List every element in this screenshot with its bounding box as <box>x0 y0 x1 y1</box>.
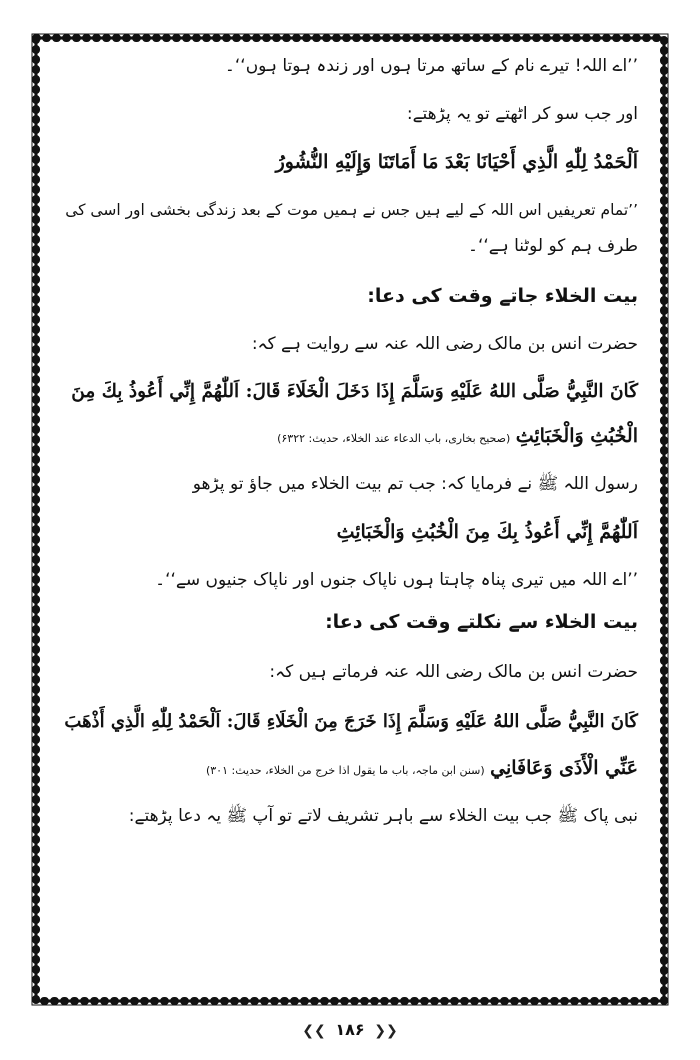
arabic-text: الْخُبُثِ وَالْخَبَائِثِ <box>515 425 638 447</box>
section-heading: بیت الخلاء سے نکلتے وقت کی دعا: <box>325 611 638 633</box>
page-number <box>0 1020 700 1039</box>
page-content <box>62 45 638 1005</box>
hadith-continuation <box>62 423 638 452</box>
right-bracket-ornament: ❯❯ <box>374 1023 398 1039</box>
text-line: حضرت انس بن مالک رضی اللہ عنہ سے روایت ہے کہ: <box>251 334 638 354</box>
text-line: حضرت انس بن مالک رضی اللہ عنہ فرماتے ہیں کہ: <box>269 662 638 682</box>
text-line: ’’تمام تعریفیں اس اللہ کے لیے ہیں جس نے ہمیں موت کے بعد زندگی بخشی اور اسی کی <box>65 201 638 219</box>
arabic-dua: اَلْحَمْدُ لِلّٰهِ الَّذِي أَحْيَانَا بَعْدَ مَا أَمَاتَنَا وَإِلَيْهِ النُّشُورُ <box>275 151 638 173</box>
arabic-hadith: كَانَ النَّبِيُّ صَلَّى اللهُ عَلَيْهِ وَسَلَّمَ إِذَا خَرَجَ مِنَ الْخَلَاءِ قَالَ: اَلْحَمْدُ لِلّٰهِ الَّذِي أَذْهَبَ <box>64 711 638 732</box>
arabic-text: عَنِّي الْأَذَى وَعَافَانِي <box>490 757 638 779</box>
left-bracket-ornament: ❮❮ <box>302 1023 326 1039</box>
arabic-dua: اَللّٰهُمَّ إِنِّي أَعُوذُ بِكَ مِنَ الْخُبُثِ وَالْخَبَائِثِ <box>336 521 638 543</box>
text-line: نبی پاک ﷺ جب بیت الخلاء سے باہر تشریف لاتے تو آپ ﷺ یہ دعا پڑھتے: <box>128 806 638 826</box>
text-line: طرف ہم کو لوٹنا ہے‘‘۔ <box>468 236 638 256</box>
text-line: ’’اے اللہ میں تیری پناہ چاہتا ہوں ناپاک جنوں اور ناپاک جنیوں سے‘‘۔ <box>155 570 638 590</box>
text-line: ’’اے اللہ! تیرے نام کے ساتھ مرتا ہوں اور زندہ ہوتا ہوں‘‘۔ <box>224 56 638 76</box>
reference: (سنن ابن ماجہ، باب ما يقول اذا خرج من الخلاء، حدیث: ۳۰۱) <box>205 764 485 777</box>
text-line: رسول اللہ ﷺ نے فرمایا کہ: جب تم بیت الخلاء میں جاؤ تو پڑھو <box>192 474 638 494</box>
text-line: اور جب سو کر اٹھتے تو یہ پڑھتے: <box>406 104 638 124</box>
hadith-continuation <box>62 755 638 784</box>
reference: (صحیح بخاری، باب الدعاء عند الخلاء، حدیث: ۶۳۲۲) <box>277 432 511 445</box>
section-heading: بیت الخلاء جاتے وقت کی دعا: <box>367 285 638 307</box>
arabic-hadith: كَانَ النَّبِيُّ صَلَّى اللهُ عَلَيْهِ وَسَلَّمَ إِذَا دَخَلَ الْخَلَاءَ قَالَ: اَللّٰهُمَّ إِنِّي أَعُوذُ بِكَ مِنَ <box>71 381 638 402</box>
page-number-value: ۱۸۶ <box>335 1020 365 1039</box>
